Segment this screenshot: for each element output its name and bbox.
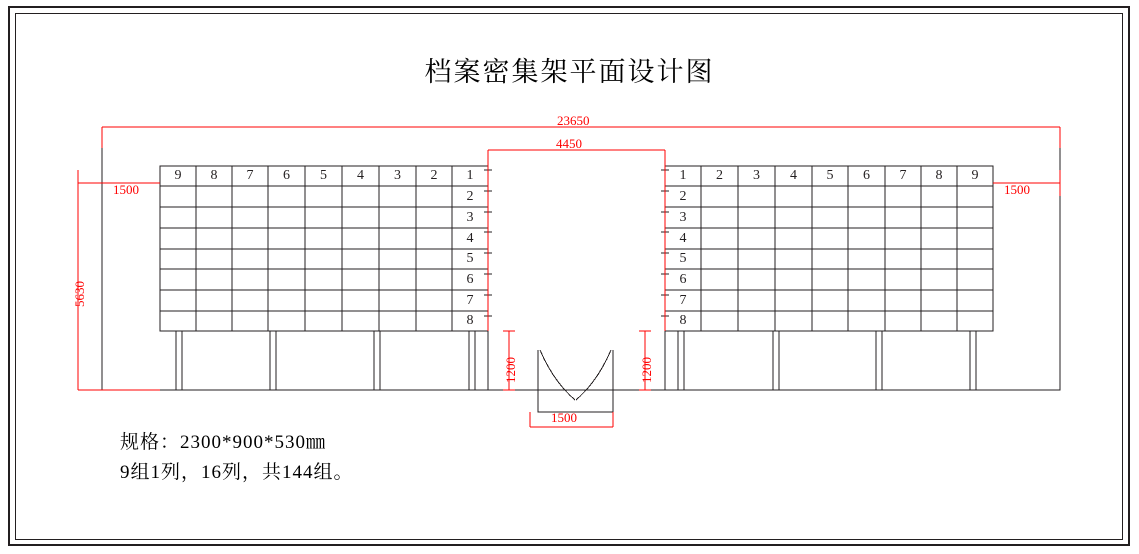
left-column-label: 6 — [283, 168, 290, 183]
right-row-label: 6 — [679, 272, 687, 287]
left-row-label: 6 — [466, 272, 474, 287]
left-column-label: 8 — [210, 168, 218, 183]
note-quantity: 9组1列，16列，共144组。 — [120, 462, 354, 483]
left-row-label: 5 — [466, 251, 474, 266]
right-column-label: 2 — [716, 168, 723, 183]
left-column-label: 9 — [174, 168, 182, 183]
dimension-door-leaf: 1500 — [551, 410, 577, 425]
right-column-label: 9 — [971, 168, 979, 183]
right-column-label: 5 — [826, 168, 834, 183]
note-spec: 规格：2300*900*530㎜ — [120, 432, 327, 453]
left-row-label: 8 — [466, 313, 474, 328]
page-title: 档案密集架平面设计图 — [424, 57, 715, 87]
right-row-label: 8 — [679, 313, 687, 328]
right-row-label: 4 — [679, 231, 687, 246]
dimension-aisle-right: 1200 — [639, 357, 654, 383]
left-column-label: 5 — [320, 168, 327, 183]
left-column-label: 1 — [466, 168, 474, 183]
right-row-label: 3 — [679, 210, 687, 225]
dimension-left-margin: 1500 — [113, 182, 139, 197]
right-row-label: 2 — [679, 189, 687, 204]
dimension-overall-width: 23650 — [557, 113, 590, 128]
right-row-label: 5 — [679, 251, 687, 266]
left-column-label: 4 — [357, 168, 364, 183]
left-column-label: 3 — [394, 168, 401, 183]
dimension-right-margin: 1500 — [1004, 182, 1030, 197]
left-row-label: 4 — [466, 231, 474, 246]
left-row-label: 2 — [466, 189, 474, 204]
right-column-label: 4 — [790, 168, 797, 183]
right-column-label: 7 — [899, 168, 907, 183]
left-column-label: 2 — [430, 168, 438, 183]
dimension-door-opening: 4450 — [556, 136, 582, 151]
right-column-label: 6 — [863, 168, 870, 183]
dimension-overall-height: 5630 — [72, 281, 87, 307]
right-column-label: 1 — [679, 168, 687, 183]
right-row-label: 7 — [679, 293, 687, 308]
notes-block — [120, 428, 354, 488]
left-row-label: 3 — [466, 210, 474, 225]
right-column-label: 3 — [753, 168, 760, 183]
left-column-label: 7 — [246, 168, 254, 183]
left-row-label: 7 — [466, 293, 474, 308]
dimension-aisle-left: 1200 — [503, 357, 518, 383]
right-column-label: 8 — [935, 168, 943, 183]
